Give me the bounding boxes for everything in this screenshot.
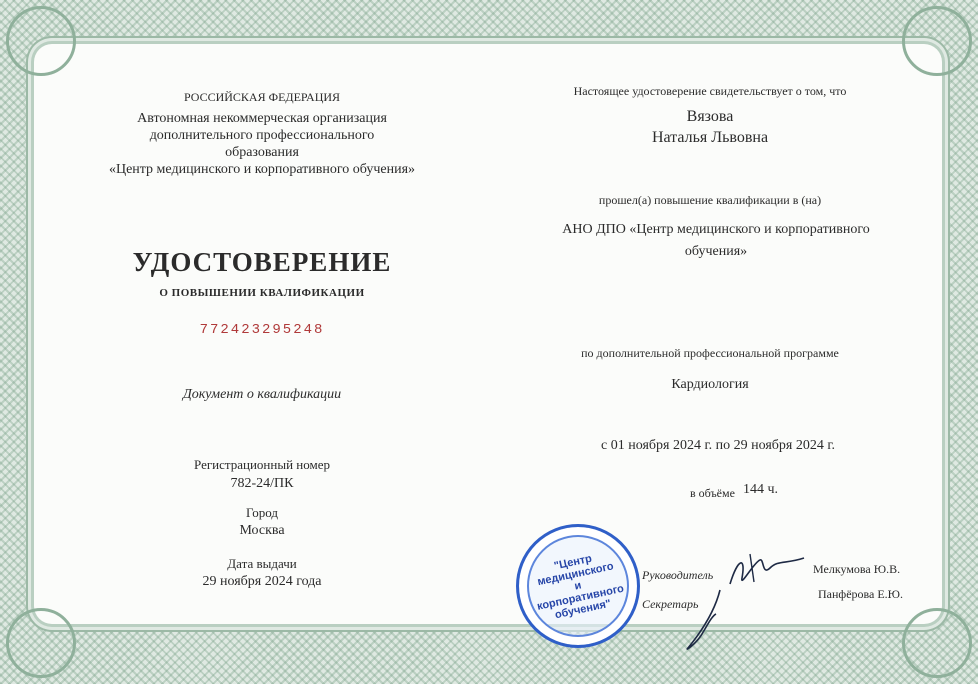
city-label: Город [245,505,279,520]
secretary-signature-icon [676,586,736,656]
document-subtitle: О ПОВЫШЕНИИ КВАЛИФИКАЦИИ [159,287,365,299]
program-label: по дополнительной профессиональной программе [581,346,839,360]
city-value: Москва [239,523,285,538]
training-org-line-1: АНО ДПО «Центр медицинского и корпоративного [562,222,870,237]
intro-text: Настоящее удостоверение свидетельствует о том, что [573,84,847,98]
org-line-3: образования [225,145,299,160]
program-name: Кардиология [671,377,749,392]
passed-text: прошел(а) повышение квалификации в (на) [598,193,822,207]
serial-number: 772423295248 [199,322,325,338]
recipient-surname: Вязова [686,108,734,125]
training-org-line-2: обучения» [684,244,748,259]
document-title: УДОСТОВЕРЕНИЕ [132,247,392,277]
volume-value: 144 ч. [743,482,779,497]
org-line-2: дополнительного профессионального [149,128,375,143]
document-type: Документ о квалификации [182,387,342,402]
ornament-corner-top-right [902,6,972,76]
head-name: Мелкумова Ю.В. [813,562,901,576]
head-label: Руководитель [642,568,714,582]
training-period: с 01 ноября 2024 г. по 29 ноября 2024 г. [601,438,835,453]
secretary-name: Панфёрова Е.Ю. [818,587,904,601]
ornament-corner-bottom-left [6,608,76,678]
org-line-1: Автономная некоммерческая организация [137,111,387,126]
org-line-4: «Центр медицинского и корпоративного обучения» [108,162,416,177]
ornament-corner-bottom-right [902,608,972,678]
recipient-name: Наталья Львовна [651,129,769,146]
country-label: РОССИЙСКАЯ ФЕДЕРАЦИЯ [183,90,341,104]
registration-number: 782-24/ПК [230,476,294,491]
official-stamp [516,524,640,648]
issue-date-value: 29 ноября 2024 года [202,574,322,589]
volume-label: в объёме [690,486,735,500]
registration-label: Регистрационный номер [194,457,330,472]
ornament-corner-top-left [6,6,76,76]
stamp-text: "Центр медицинского и корпоративного обучения" [535,552,625,622]
secretary-label: Секретарь [642,597,699,611]
issue-date-label: Дата выдачи [227,556,297,571]
